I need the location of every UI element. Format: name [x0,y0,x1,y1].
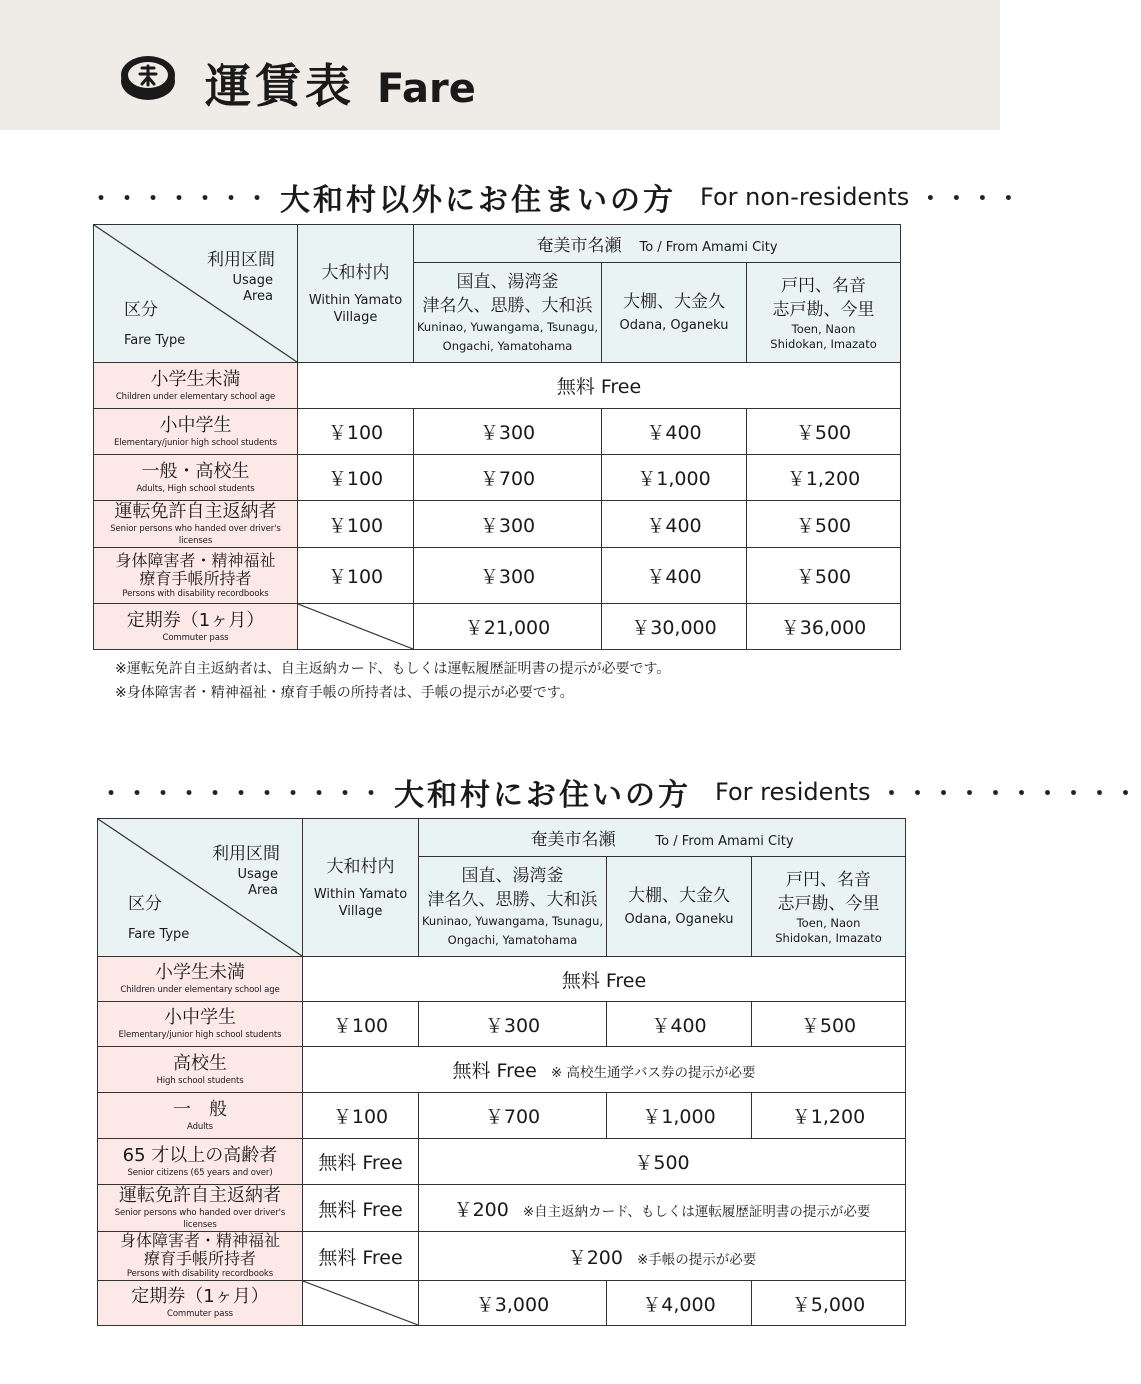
title-jp: 運賃表 [205,59,355,113]
fare-type-jp: 運転免許自主返納者 [114,501,277,522]
fare-cell: ￥300 [414,409,602,455]
dots-left: ・・・・・・・・・・・ [100,781,387,807]
corner-header [94,225,298,363]
fare-type-en: Elementary/junior high school students [114,437,277,448]
free-label: 無料 Free [452,1060,537,1082]
fare-cell: ￥1,000 [607,1093,752,1139]
fare-type-cell [98,1139,303,1185]
table-row [94,548,901,604]
fare-cell: ￥500 [747,501,901,548]
fare-cell: ￥400 [602,548,747,604]
fare-type-en: Children under elementary school age [115,391,276,402]
fare-cell: ￥100 [298,501,414,548]
fare-cell: ￥36,000 [747,604,901,650]
zone3-jp: 戸円、名音 志戸勘、今里 [772,275,875,320]
fare-type-cell [94,363,298,409]
fare-type-cell [98,1281,303,1326]
fare-cell [419,1185,906,1232]
zone3-header [752,857,906,957]
fare-cell: ￥500 [752,1002,906,1047]
fare-cell: ￥1,000 [602,455,747,501]
footnote: ※身体障害者・精神福祉・療育手帳の所持者は、手帳の提示が必要です。 [115,685,574,701]
fare-type-cell [94,604,298,650]
fare-type-jp: 運転免許自主返納者 [119,1185,281,1206]
dots-right: ・・・・ [919,186,1024,212]
amami-en: To / From Amami City [639,240,778,255]
section-title-residents [100,770,1141,814]
fare-type-cell [94,455,298,501]
diagonal-line [303,1281,418,1325]
fare-cell: ￥300 [414,548,602,604]
table-row [94,363,901,409]
fare-type-cell [98,1047,303,1093]
fare-type-en: Commuter pass [166,1309,233,1319]
table-row [98,957,906,1002]
footnote: ※運転免許自主返納者は、自主返納カード、もしくは運転履歴証明書の提示が必要です。 [115,661,671,677]
usage-area-en: Usage Area [237,867,278,898]
fare-cell: ￥400 [602,409,747,455]
fare-cell: ￥100 [303,1093,419,1139]
fare-cell: ￥3,000 [419,1281,607,1326]
fare-cell: ￥1,200 [752,1093,906,1139]
zone3-en: Toen, Naon Shidokan, Imazato [775,915,882,945]
fare-type-jp: 一 般 [173,1098,227,1120]
fare-type-jp: 定期券（1ヶ月） [126,609,265,631]
table-row [98,1232,906,1281]
fare-table-non-residents [93,224,901,650]
fare-type-en: Fare Type [128,927,190,942]
zone3-header [747,263,901,363]
fare-cell: ￥700 [414,455,602,501]
fare-type-en: Senior persons who handed over driver's licenses [114,1208,286,1230]
fare-cell: 無料 Free [303,1139,419,1185]
diagonal-line [298,604,413,649]
fare-cell: ￥300 [419,1002,607,1047]
fare-type-jp: 小学生未満 [150,368,241,390]
fare-type-jp: 小学生未満 [155,962,245,983]
not-applicable-cell [303,1281,419,1326]
fare-cell: 無料 Free [303,1185,419,1232]
section-title-jp: 大和村にお住いの方 [394,778,692,813]
dots-left: ・・・・・・・ [90,186,273,212]
not-applicable-cell [298,604,414,650]
fare-type-jp: 定期券（1ヶ月） [131,1286,269,1307]
fare-type-en: Commuter pass [162,632,229,643]
table-row [94,409,901,455]
within-village-header [298,225,414,363]
fare-type-jp: 小中学生 [159,414,232,436]
fare-cell: ￥500 [419,1139,906,1185]
zone2-en: Odana, Oganeku [624,912,734,927]
fare-cell [303,1047,906,1093]
zone2-jp: 大棚、大金久 [623,292,725,312]
fare-type-cell [98,1093,303,1139]
table-row [94,604,901,650]
fare-cell: ￥100 [298,548,414,604]
zone2-jp: 大棚、大金久 [628,886,730,906]
fare-table-residents [97,818,906,1326]
page-title [205,50,476,116]
fare-cell: ￥100 [303,1002,419,1047]
within-en: Within Yamato Village [313,886,408,919]
page-header [0,0,1000,130]
fare-cell: ￥500 [747,409,901,455]
fare-type-en: Adults [187,1121,213,1132]
section-title-jp: 大和村以外にお住まいの方 [280,183,677,218]
fare-cell: ￥30,000 [602,604,747,650]
zone1-jp: 国直、湯湾釜 津名久、思勝、大和浜 [427,865,598,910]
table-row [98,1185,906,1232]
fare-type-jp: 小中学生 [164,1007,236,1028]
zone3-jp: 戸円、名音 志戸勘、今里 [777,869,880,914]
fare-type-cell [94,548,298,604]
zone2-en: Odana, Oganeku [619,318,729,333]
fare-type-cell [98,1232,303,1281]
fare-cell: ￥1,200 [747,455,901,501]
dots-right: ・・・・・・・・・・ [880,781,1141,807]
fare-cell: ￥700 [419,1093,607,1139]
amami-jp: 奄美市名瀬 [530,830,616,850]
zone3-en: Toen, Naon Shidokan, Imazato [770,321,877,351]
fare-cell: ￥5,000 [752,1281,906,1326]
fare-cell: ￥500 [747,548,901,604]
zone1-en: Kuninao, Yuwangama, Tsunagu, Ongachi, Yamatohama [416,319,599,353]
zone1-jp: 国直、湯湾釜 津名久、思勝、大和浜 [422,271,593,316]
usage-area-en: Usage Area [232,273,273,304]
fare-type-en: Senior citizens (65 years and over) [127,1167,273,1178]
title-en: Fare [377,66,476,112]
fare-type-en: Persons with disability recordbooks [126,1269,274,1279]
section-title-en: For non-residents [700,183,910,211]
fare-cell: 無料 Free [303,1232,419,1281]
fare-type-cell [98,1185,303,1232]
within-jp: 大和村内 [321,262,390,283]
within-jp: 大和村内 [326,856,395,877]
fare-type-cell [98,1002,303,1047]
fare-type-en: Persons with disability recordbooks [122,588,269,599]
fare-type-en: Fare Type [124,333,186,348]
fare-cell: ￥300 [414,501,602,548]
fare-type-en: Adults, High school students [136,483,255,494]
within-village-header [303,819,419,957]
zone1-header [414,263,602,363]
amami-city-header [419,819,906,857]
table-row [94,455,901,501]
amami-jp: 奄美市名瀬 [536,236,622,256]
table-row [98,1139,906,1185]
table-row [94,501,901,548]
amami-en: To / From Amami City [655,834,794,849]
zone1-header [419,857,607,957]
fare-type-en: High school students [156,1075,244,1086]
fare-type-jp: 一般・高校生 [141,460,250,482]
fare-cell: 無料 Free [298,363,901,409]
fare-type-label: 区分 [128,894,162,914]
fare-cell: ￥100 [298,455,414,501]
usage-area-label: 利用区間 [212,844,280,864]
fare-value: ￥200 [567,1246,623,1269]
fare-cell: ￥400 [607,1002,752,1047]
fare-value: ￥200 [453,1198,509,1221]
fare-type-jp: 高校生 [173,1052,227,1074]
fare-type-jp: 身体障害者・精神福祉 療育手帳所持者 [115,550,276,588]
fare-type-jp: 身体障害者・精神福祉 療育手帳所持者 [119,1231,280,1268]
fare-type-en: Elementary/junior high school students [118,1030,282,1040]
table-row [98,1047,906,1093]
fare-type-en: Senior persons who handed over driver's licenses [110,524,281,546]
zone2-header [607,857,752,957]
fare-type-label: 区分 [124,300,158,320]
fare-type-jp: 65 才以上の高齢者 [122,1144,278,1166]
fare-note: ※手帳の提示が必要 [636,1251,757,1268]
fare-cell: ￥21,000 [414,604,602,650]
coin-icon [120,55,176,101]
fare-note: ※自主返納カード、もしくは運転履歴証明書の提示が必要 [522,1203,871,1220]
corner-header [98,819,303,957]
fare-type-cell [94,501,298,548]
table-row [98,1281,906,1326]
fare-type-en: Children under elementary school age [120,985,280,995]
table-row [98,1093,906,1139]
fare-cell: ￥400 [602,501,747,548]
fare-cell: ￥4,000 [607,1281,752,1326]
zone2-header [602,263,747,363]
usage-area-label: 利用区間 [207,250,275,270]
amami-city-header [414,225,901,263]
fare-cell [419,1232,906,1281]
fare-type-cell [98,957,303,1002]
section-title-en: For residents [715,778,871,806]
within-en: Within Yamato Village [308,292,403,325]
fare-note: ※ 高校生通学バス券の提示が必要 [550,1065,756,1081]
table-row [98,1002,906,1047]
fare-type-cell [94,409,298,455]
fare-cell: 無料 Free [303,957,906,1002]
zone1-en: Kuninao, Yuwangama, Tsunagu, Ongachi, Yamatohama [421,913,604,947]
fare-cell: ￥100 [298,409,414,455]
section-title-non-residents [90,175,1023,219]
